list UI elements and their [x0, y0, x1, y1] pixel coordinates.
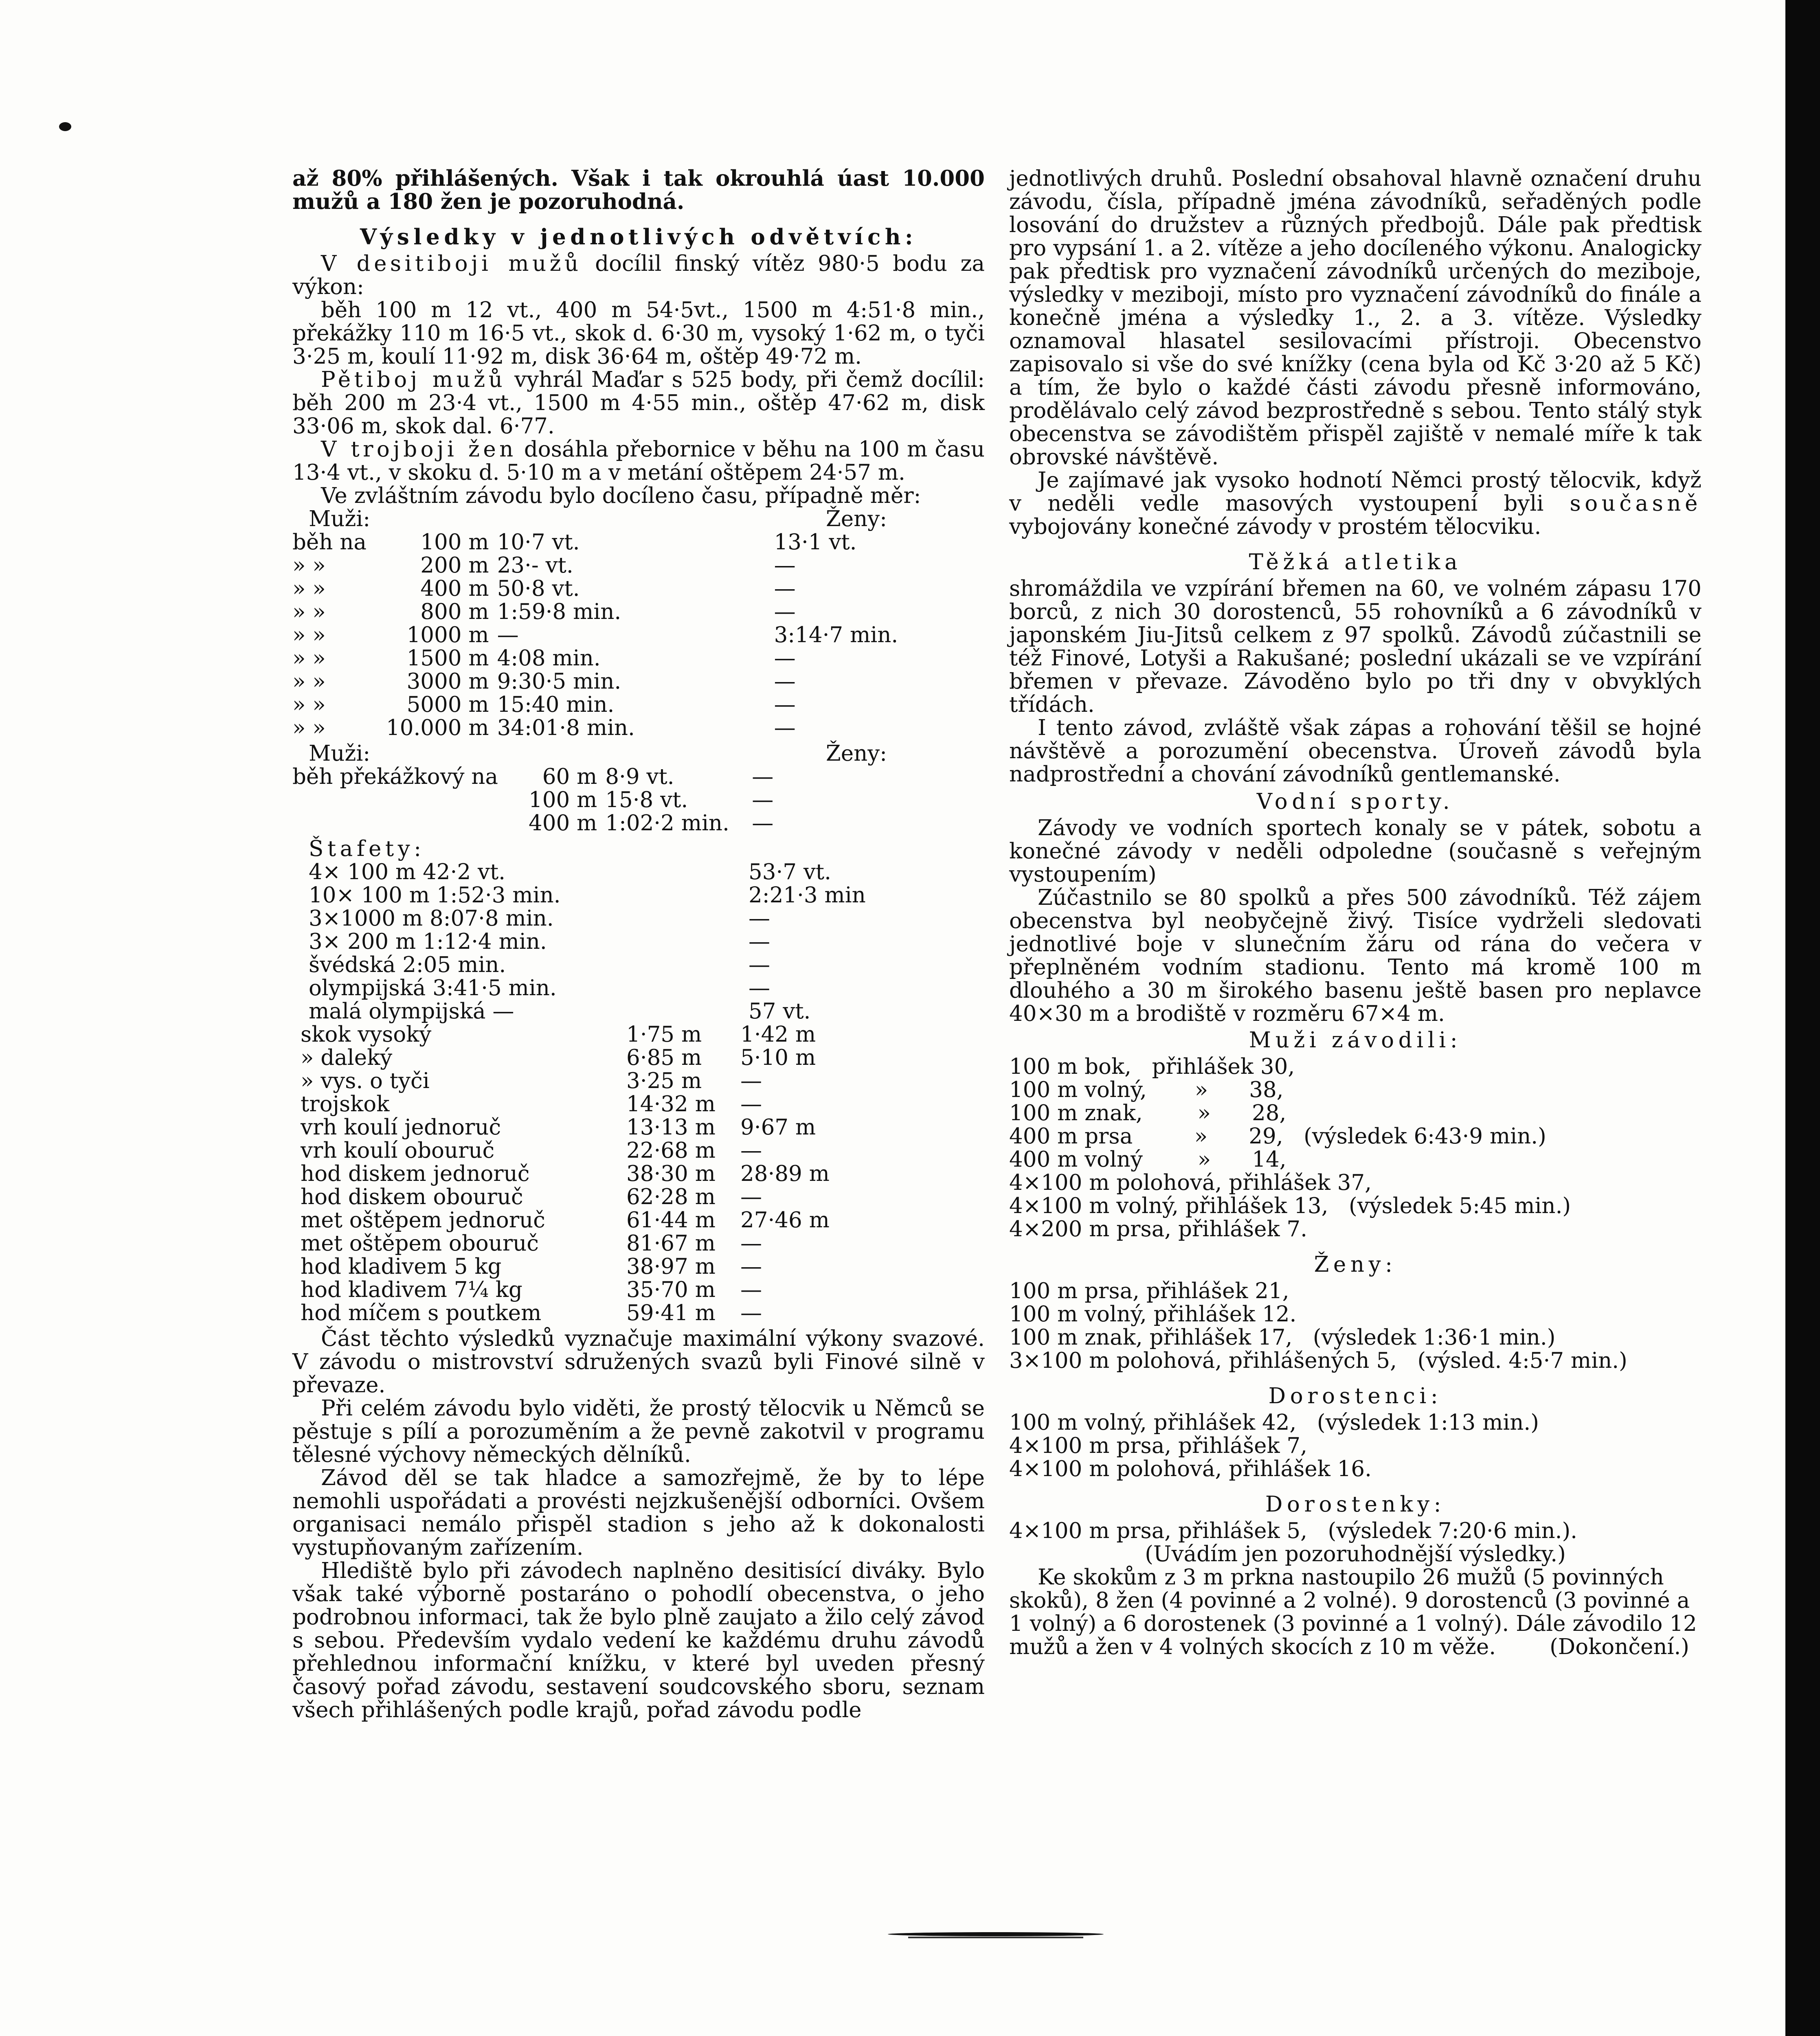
relay-row	[292, 884, 887, 907]
women-result: —	[749, 906, 770, 931]
water-paragraph-2: Zúčastnilo se 80 spolků a přes 500 závodníků. Též zájem obecenstva byl neobyčejně živý. Tisíce vydrželi sledovati jednotlivé boje v slunečním žáru od rána do večera v přeplněném vodním stadionu. Tento má kromě 100 m dlouhého a 30 m širokého basenu ještě basen pro neplavce 40×30 m a brodiště v rozměru 67×4 m.	[1009, 885, 1701, 1026]
men-result: 14·32 m	[626, 1092, 716, 1117]
women-result: —	[740, 1185, 762, 1209]
runs-header-women: Ženy:	[825, 507, 887, 531]
men-result: olympijská 3:41·5 min.	[309, 976, 557, 1000]
decathlon-paragraph: V desitiboji mužů docílil finský vítěz 980·5 bodu za výkon:	[292, 251, 985, 299]
women-entry: 100 m znak, přihlášek 17, (výsledek 1:36·1 min.)	[1009, 1325, 1556, 1350]
event-label: met oštěpem obouruč	[301, 1231, 539, 1256]
decathlon-detail: běh 100 m 12 vt., 400 m 54·5vt., 1500 m 4:51·8 min., překážky 110 m 16·5 vt., skok d. 6·30 m, vysoký 1·62 m, o tyči 3·25 m, koulí 11·92 m, disk 36·64 m, oštěp 49·72 m.	[292, 298, 985, 369]
women-result: 57 vt.	[749, 999, 811, 1024]
women-result: 28·89 m	[740, 1161, 830, 1186]
event-label: běh na	[292, 530, 367, 555]
men-result: 59·41 m	[626, 1301, 716, 1325]
men-result: 10× 100 m 1:52·3 min.	[309, 883, 561, 908]
men-result: 3× 200 m 1:12·4 min.	[309, 929, 547, 954]
women-result: —	[740, 1254, 762, 1279]
field-row	[292, 1139, 879, 1162]
event-label: » daleký	[301, 1045, 393, 1070]
men-entry: 100 m znak, » 28,	[1009, 1101, 1287, 1126]
men-result: 23·- vt.	[497, 553, 573, 578]
special-paragraph: Ve zvláštním závodu bylo docíleno času, případně měr:	[321, 483, 921, 508]
run-row	[292, 600, 913, 623]
event-label	[292, 788, 529, 812]
event-label: » »	[292, 553, 326, 578]
distance: 800 m	[420, 599, 489, 624]
triathlon-paragraph: V trojboji žen dosáhla přebornice v běhu na 100 m času 13·4 vt., v skoku d. 5·10 m a v metání oštěpem 24·57 m.	[292, 437, 985, 485]
junior-women-result: 4×100 m prsa, přihlášek 5, (výsledek 7:20·6 min.).	[1009, 1518, 1578, 1543]
event-label: hod míčem s poutkem	[301, 1301, 542, 1325]
hurdle-row	[292, 788, 890, 812]
men-result: 4:08 min.	[497, 646, 601, 671]
junior-entry: 4×100 m prsa, přihlášek 7,	[1009, 1433, 1307, 1458]
continuation-paragraph: jednotlivých druhů. Poslední obsahoval hlavně označení druhu závodu, čísla, případně jména závodníků, seřaděných podle losování do družstev a různých předbojů. Dále pak předtisk pro vypsání 1. a 2. vítěze a jeho docíleného výkonu. Analogicky pak předtisk pro vyznačení závodníků určených do meziboje, výsledky v meziboji, místo pro vyznačení závodníků do finále a konečně jména a výsledky 1., 2. a 3. vítěze. Výsledky oznamoval hlasatel sesilovacími přístroji. Obecenstvo zapisovalo si vše do své knížky (cena byla od Kč 3·20 až 5 Kč) a tím, že bylo o každé části závodu přesně informováno, prodělávalo celý závod bezprostředně s sebou. Tento stálý styk obecenstva se závodištěm přispěl zajiště v nemalé míře k tak obrovské návštěvě.	[1009, 166, 1701, 470]
men-result: 3×1000 m 8:07·8 min.	[309, 906, 554, 931]
women-result: —	[774, 692, 796, 717]
hurdles-header-men: Muži:	[309, 741, 371, 766]
men-result: 15·8 vt.	[605, 788, 688, 812]
interest-paragraph: Je zajímavé jak vysoko hodnotí Němci prostý tělocvik, když v neděli vedle masových vystoupení byli současně vybojovány konečné závody v prostém tělocviku.	[1009, 468, 1701, 539]
hurdles-header	[292, 742, 887, 765]
hurdle-row	[292, 812, 890, 835]
junior-women-heading: Dorostenky:	[1265, 1492, 1446, 1517]
field-row	[292, 1162, 879, 1185]
runs-header	[292, 507, 887, 531]
men-result: 50·8 vt.	[497, 576, 580, 601]
distance: 3000 m	[406, 669, 489, 694]
men-entry: 100 m bok, přihlášek 30,	[1009, 1054, 1295, 1079]
women-result: 2:21·3 min	[749, 883, 866, 908]
men-result: 15:40 min.	[497, 692, 615, 717]
distance: 1500 m	[406, 646, 489, 671]
event-label: » »	[292, 646, 326, 671]
event-label: hod diskem jednoruč	[301, 1161, 530, 1186]
men-entry: 4×100 m volný, přihlášek 13, (výsledek 5:45 min.)	[1009, 1194, 1571, 1218]
event-label: trojskok	[301, 1092, 390, 1117]
water-sports-heading: Vodní sporty.	[1256, 789, 1454, 814]
women-result: 9·67 m	[740, 1115, 816, 1140]
men-result: 1·75 m	[626, 1022, 702, 1047]
men-result: —	[497, 623, 519, 647]
women-result: 13·1 vt.	[774, 530, 857, 555]
right-column	[1009, 167, 1701, 1659]
run-row	[292, 716, 913, 739]
run-row	[292, 554, 913, 577]
distance: 10.000 m	[386, 715, 489, 740]
event-label: hod kladivem 7¼ kg	[301, 1277, 523, 1302]
field-row	[292, 1023, 879, 1046]
records-paragraph: Část těchto výsledků vyznačuje maximální výkony svazové. V závodu o mistrovství sdružených svazů byli Finové silně v převaze.	[292, 1326, 985, 1398]
event-label: met oštěpem jednoruč	[301, 1208, 545, 1233]
diving-paragraph: Ke skokům z 3 m prkna nastoupilo 26 mužů (5 povinných skoků), 8 žen (4 povinné a 2 volné). 9 dorostenců (3 povinné a 1 volný) a 6 dorostenek (3 povinné a 1 volný). Dále závodilo 12 mužů a žen v 4 volných skocích z 10 m věže. (Dokončení.)	[1009, 1565, 1697, 1659]
field-row	[292, 1209, 879, 1232]
field-row	[292, 1301, 879, 1325]
field-row	[292, 1116, 879, 1139]
relay-row	[292, 976, 887, 1000]
women-result: —	[740, 1301, 762, 1325]
men-entry: 100 m volný, » 38,	[1009, 1077, 1284, 1102]
event-label: hod kladivem 5 kg	[301, 1254, 502, 1279]
divider-rule-line	[908, 1937, 1083, 1938]
women-result: 53·7 vt.	[749, 860, 831, 884]
men-result: 8·9 vt.	[605, 764, 674, 789]
event-label: » »	[292, 576, 326, 601]
men-result: 22·68 m	[626, 1138, 716, 1163]
continued-marker: (Dokončení.)	[1550, 1635, 1689, 1659]
women-result: —	[749, 976, 770, 1000]
results-heading: Výsledky v jednotlivých odvětvích:	[360, 224, 918, 250]
run-row	[292, 693, 913, 716]
men-entry: 4×100 m polohová, přihlášek 37,	[1009, 1170, 1372, 1195]
run-row	[292, 531, 913, 554]
women-result: 27·46 m	[740, 1208, 830, 1233]
men-entry: 4×200 m prsa, přihlášek 7.	[1009, 1217, 1307, 1242]
juniors-list	[1009, 1411, 1701, 1481]
runs-table	[292, 531, 913, 739]
women-result: —	[740, 1092, 762, 1117]
distance: 60 m	[542, 764, 597, 789]
field-row	[292, 1232, 879, 1255]
event-label: » »	[292, 599, 326, 624]
relays-table	[292, 860, 887, 1023]
men-result: malá olympijská —	[309, 999, 514, 1024]
event-label: » »	[292, 715, 326, 740]
women-result: —	[774, 646, 796, 671]
distance: 100 m	[420, 530, 489, 555]
women-result: —	[774, 553, 796, 578]
women-result: 5·10 m	[740, 1045, 816, 1070]
men-result: 9:30·5 min.	[497, 669, 621, 694]
juniors-heading: Dorostenci:	[1268, 1384, 1442, 1409]
field-row	[292, 1069, 879, 1093]
women-result: —	[752, 811, 774, 836]
women-entry: 100 m volný, přihlášek 12.	[1009, 1302, 1297, 1327]
relays-header: Štafety:	[309, 836, 425, 861]
distance: 200 m	[420, 553, 489, 578]
runs-header-men: Muži:	[309, 507, 371, 531]
men-result: 62·28 m	[626, 1185, 716, 1209]
relay-row	[292, 1000, 887, 1023]
run-row	[292, 670, 913, 693]
women-result: 1·42 m	[740, 1022, 816, 1047]
men-result: 13·13 m	[626, 1115, 716, 1140]
women-heading: Ženy:	[1314, 1252, 1397, 1277]
men-result: 1:02·2 min.	[605, 811, 729, 836]
women-result: —	[774, 576, 796, 601]
event-label	[292, 812, 529, 835]
event-label: hod diskem obouruč	[301, 1185, 523, 1209]
intro-paragraph: až 80% přihlášených. Však i tak okrouhlá úast 10.000 mužů a 180 žen je pozoruhodná.	[292, 166, 985, 214]
field-row	[292, 1255, 879, 1278]
run-row	[292, 623, 913, 647]
hurdle-row	[292, 765, 890, 788]
field-row	[292, 1093, 879, 1116]
heavy-paragraph: shromáždila ve vzpírání břemen na 60, ve volném zápasu 170 borců, z nich 30 dorostenců, 55 rohovníků a 6 závodníků v japonském Jiu-Jitsů celkem z 97 spolků. Závodů zúčastnili se též Finové, Lotyši a Rakušané; poslední ukázali se ve vzpírání břemen v převaze. Závoděno bylo po tři dny v obvyklých třídách.	[1009, 576, 1701, 717]
hurdles-header-women: Ženy:	[825, 741, 887, 766]
men-result: 3·25 m	[626, 1068, 702, 1093]
junior-entry: 4×100 m polohová, přihlášek 16.	[1009, 1457, 1372, 1481]
run-row	[292, 647, 913, 670]
hurdles-table	[292, 765, 890, 835]
distance: 400 m	[529, 811, 597, 836]
junior-entry: 100 m volný, přihlášek 42, (výsledek 1:13 min.)	[1009, 1410, 1539, 1435]
men-entry: 400 m volný » 14,	[1009, 1147, 1287, 1172]
scan-edge	[1785, 0, 1820, 2036]
distance: 400 m	[420, 576, 489, 601]
women-result: —	[752, 788, 774, 812]
relay-row	[292, 860, 887, 884]
women-result: —	[774, 599, 796, 624]
relay-row	[292, 907, 887, 930]
heavy-paragraph-2: I tento závod, zvláště však zápas a rohování těšil se hojné návštěvě a porozumění obecenstva. Úroveň závodů byla nadprostřední a chování závodníků gentlemanské.	[1009, 715, 1701, 787]
event-label: » »	[292, 623, 326, 647]
distance: 100 m	[529, 788, 597, 812]
men-result: 38·30 m	[626, 1161, 716, 1186]
women-entry: 3×100 m polohová, přihlášených 5, (výsled. 4:5·7 min.)	[1009, 1348, 1627, 1373]
men-result: 10·7 vt.	[497, 530, 580, 555]
divider-rule	[888, 1932, 1104, 1936]
field-row	[292, 1046, 879, 1069]
spectators-paragraph: Hlediště bylo při závodech naplněno desitisící diváky. Bylo však také výborně postaráno o pohodlí obecenstva, o jeho podrobnou informaci, tak že bylo plně zaujato a žilo celý závod s sebou. Především vydalo vedení ke každému druhu závodů přehlednou informační knížku, v které byl uveden přesný časový pořad závodu, sestavení soudcovského sboru, seznam všech přihlášených podle krajů, pořad závodu podle	[292, 1558, 985, 1722]
men-result: 81·67 m	[626, 1231, 716, 1256]
women-result: —	[740, 1068, 762, 1093]
smooth-paragraph: Závod děl se tak hladce a samozřejmě, že by to lépe nemohli uspořádati a provésti nejzkušenější odborníci. Ovšem organisaci nemálo přispěl stadion s jeho až k dokonalosti vystupňovaným zařízením.	[292, 1466, 985, 1560]
men-result: 1:59·8 min.	[497, 599, 621, 624]
men-result: 6·85 m	[626, 1045, 702, 1070]
women-result: —	[740, 1231, 762, 1256]
ink-speck	[59, 122, 71, 131]
relay-row	[292, 930, 887, 953]
women-result: —	[774, 669, 796, 694]
note-line: (Uvádím jen pozoruhodnější výsledky.)	[1145, 1542, 1566, 1566]
men-result: 35·70 m	[626, 1277, 716, 1302]
women-result: —	[752, 764, 774, 789]
german-paragraph: Při celém závodu bylo viděti, že prostý tělocvik u Němců se pěstuje s pílí a porozuměním a že pevně zakotvil v programu tělesné výchovy německých dělníků.	[292, 1396, 985, 1467]
women-result: —	[740, 1277, 762, 1302]
women-result: 3:14·7 min.	[774, 623, 898, 647]
event-label: vrh koulí jednoruč	[301, 1115, 501, 1140]
pentathlon-paragraph: Pětiboj mužů vyhrál Maďar s 525 body, při čemž docílil: běh 200 m 23·4 vt., 1500 m 4·55 min., oštěp 47·62 m, disk 33·06 m, skok dal. 6·77.	[292, 367, 985, 439]
men-result: 38·97 m	[626, 1254, 716, 1279]
men-result: 61·44 m	[626, 1208, 716, 1233]
run-row	[292, 577, 913, 600]
men-result: švédská 2:05 min.	[309, 952, 506, 977]
men-result: 34:01·8 min.	[497, 715, 635, 740]
men-list	[1009, 1055, 1701, 1241]
left-column	[292, 167, 985, 1722]
event-label: » »	[292, 692, 326, 717]
men-heading: Muži závodili:	[1249, 1028, 1462, 1053]
women-list	[1009, 1279, 1701, 1372]
event-label: vrh koulí obouruč	[301, 1138, 495, 1163]
event-label: » »	[292, 669, 326, 694]
event-label: skok vysoký	[301, 1022, 432, 1047]
event-label: běh překážkový na	[292, 764, 498, 789]
women-result: —	[749, 952, 770, 977]
women-result: —	[774, 715, 796, 740]
heavy-athletics-heading: Těžká atletika	[1249, 550, 1462, 575]
women-result: —	[749, 929, 770, 954]
women-result: —	[740, 1138, 762, 1163]
event-label: » vys. o tyči	[301, 1068, 430, 1093]
water-paragraph: Závody ve vodních sportech konaly se v pátek, sobotu a konečné závody v neděli odpoledne (současně s veřejným vystoupením)	[1009, 816, 1701, 887]
distance: 5000 m	[406, 692, 489, 717]
women-entry: 100 m prsa, přihlášek 21,	[1009, 1279, 1289, 1303]
men-result: 4× 100 m 42·2 vt.	[309, 860, 506, 884]
relay-row	[292, 953, 887, 976]
field-row	[292, 1185, 879, 1209]
distance: 1000 m	[406, 623, 489, 647]
men-entry: 400 m prsa » 29, (výsledek 6:43·9 min.)	[1009, 1124, 1546, 1149]
field-table	[292, 1023, 879, 1325]
field-row	[292, 1278, 879, 1301]
